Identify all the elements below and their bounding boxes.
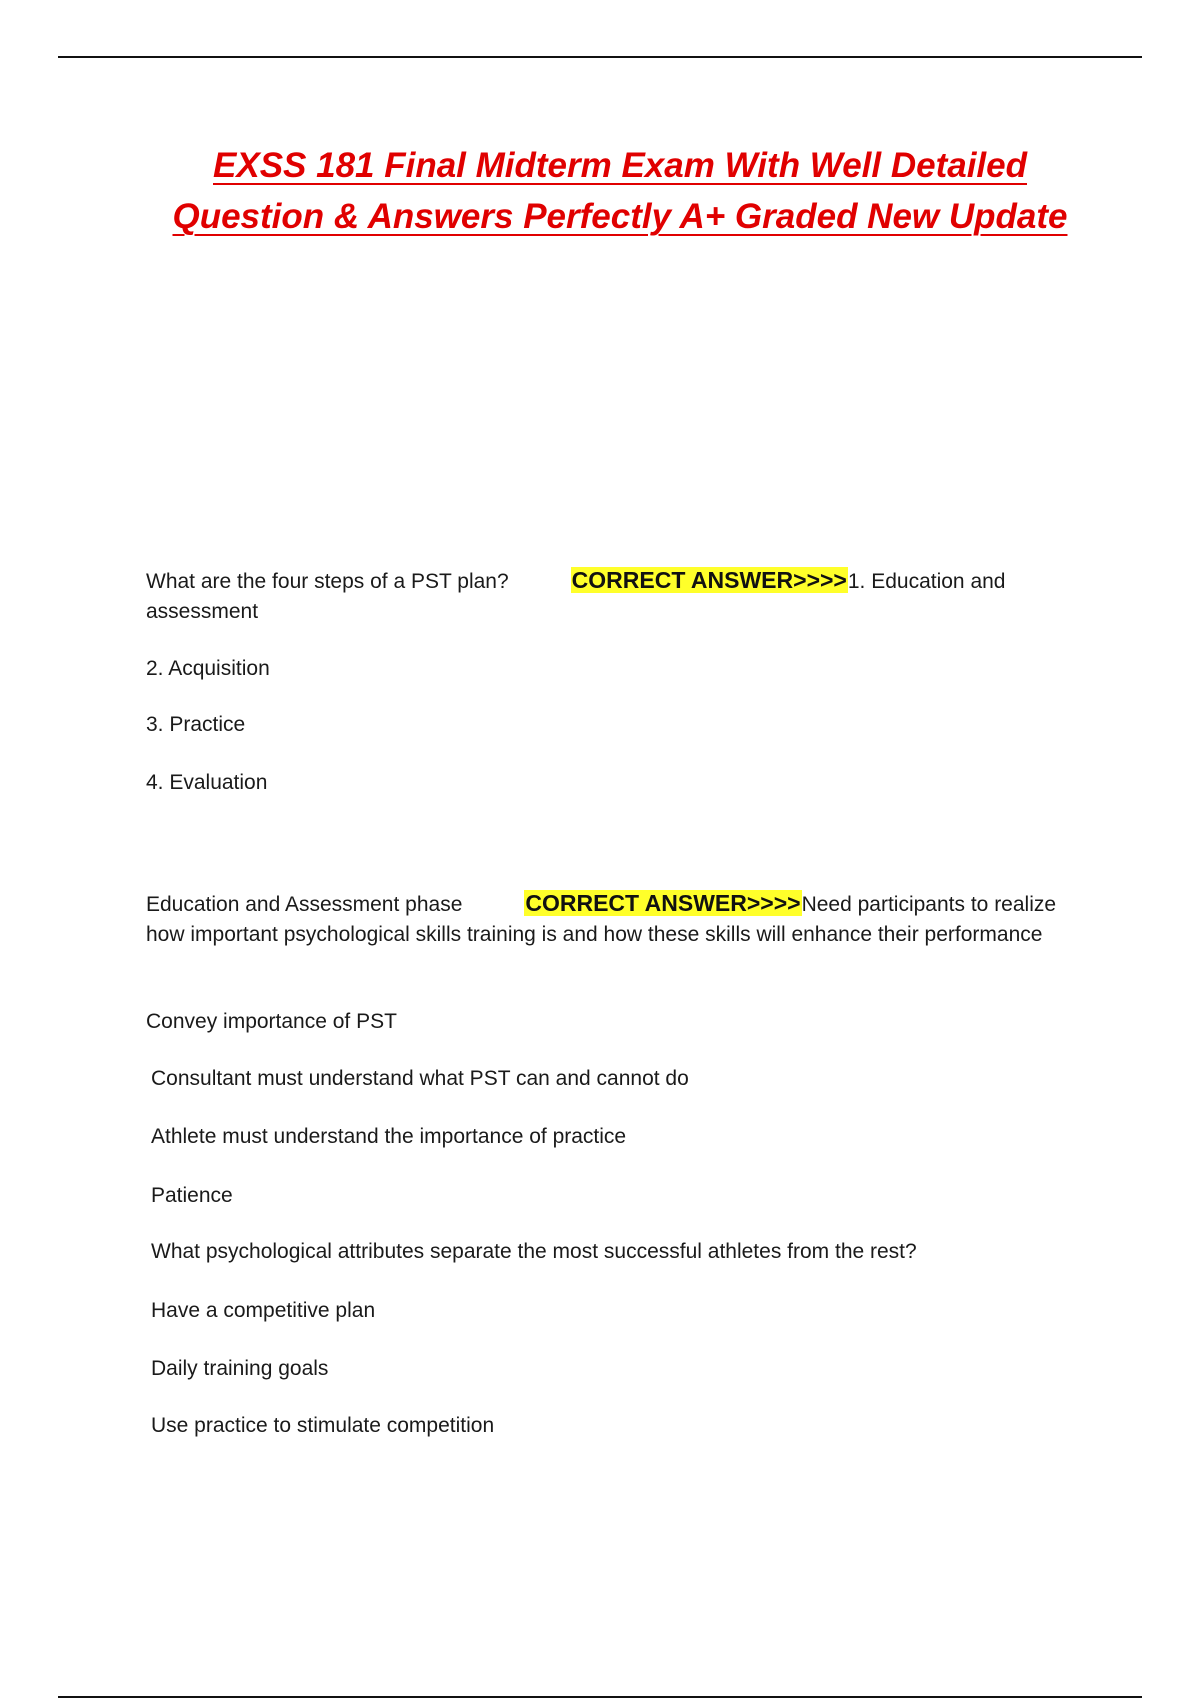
bottom-rule bbox=[58, 1696, 1142, 1698]
answer-text: 1. Education and assessment bbox=[146, 570, 1006, 623]
title-line-2: Question & Answers Perfectly A+ Graded New Update bbox=[172, 197, 1068, 236]
question-text: What are the four steps of a PST plan? bbox=[146, 570, 509, 593]
list-item: Patience bbox=[151, 1184, 233, 1207]
list-item: Athlete must understand the importance of practice bbox=[151, 1125, 627, 1148]
list-item: 4. Evaluation bbox=[146, 771, 268, 794]
qa-item-1 bbox=[146, 565, 1086, 627]
correct-answer-label: CORRECT ANSWER>>>> bbox=[571, 567, 847, 593]
top-rule bbox=[58, 56, 1142, 58]
document-title bbox=[0, 140, 1200, 242]
answer-text: Need participants to realize how important psychological skills training is and how these skills will enhance their performance bbox=[146, 893, 1057, 946]
correct-answer-label: CORRECT ANSWER>>>> bbox=[525, 890, 801, 916]
list-item: 3. Practice bbox=[146, 713, 246, 736]
list-item: What psychological attributes separate the most successful athletes from the rest? bbox=[151, 1240, 917, 1263]
list-item: Convey importance of PST bbox=[146, 1010, 397, 1033]
list-item: Have a competitive plan bbox=[151, 1299, 376, 1322]
list-item: Daily training goals bbox=[151, 1357, 329, 1380]
title-line-1: EXSS 181 Final Midterm Exam With Well Detailed bbox=[213, 146, 1027, 185]
list-item: Use practice to stimulate competition bbox=[151, 1414, 495, 1437]
list-item: 2. Acquisition bbox=[146, 657, 270, 680]
qa-item-2 bbox=[146, 888, 1086, 950]
question-text: Education and Assessment phase bbox=[146, 893, 463, 916]
list-item: Consultant must understand what PST can and cannot do bbox=[151, 1067, 689, 1090]
